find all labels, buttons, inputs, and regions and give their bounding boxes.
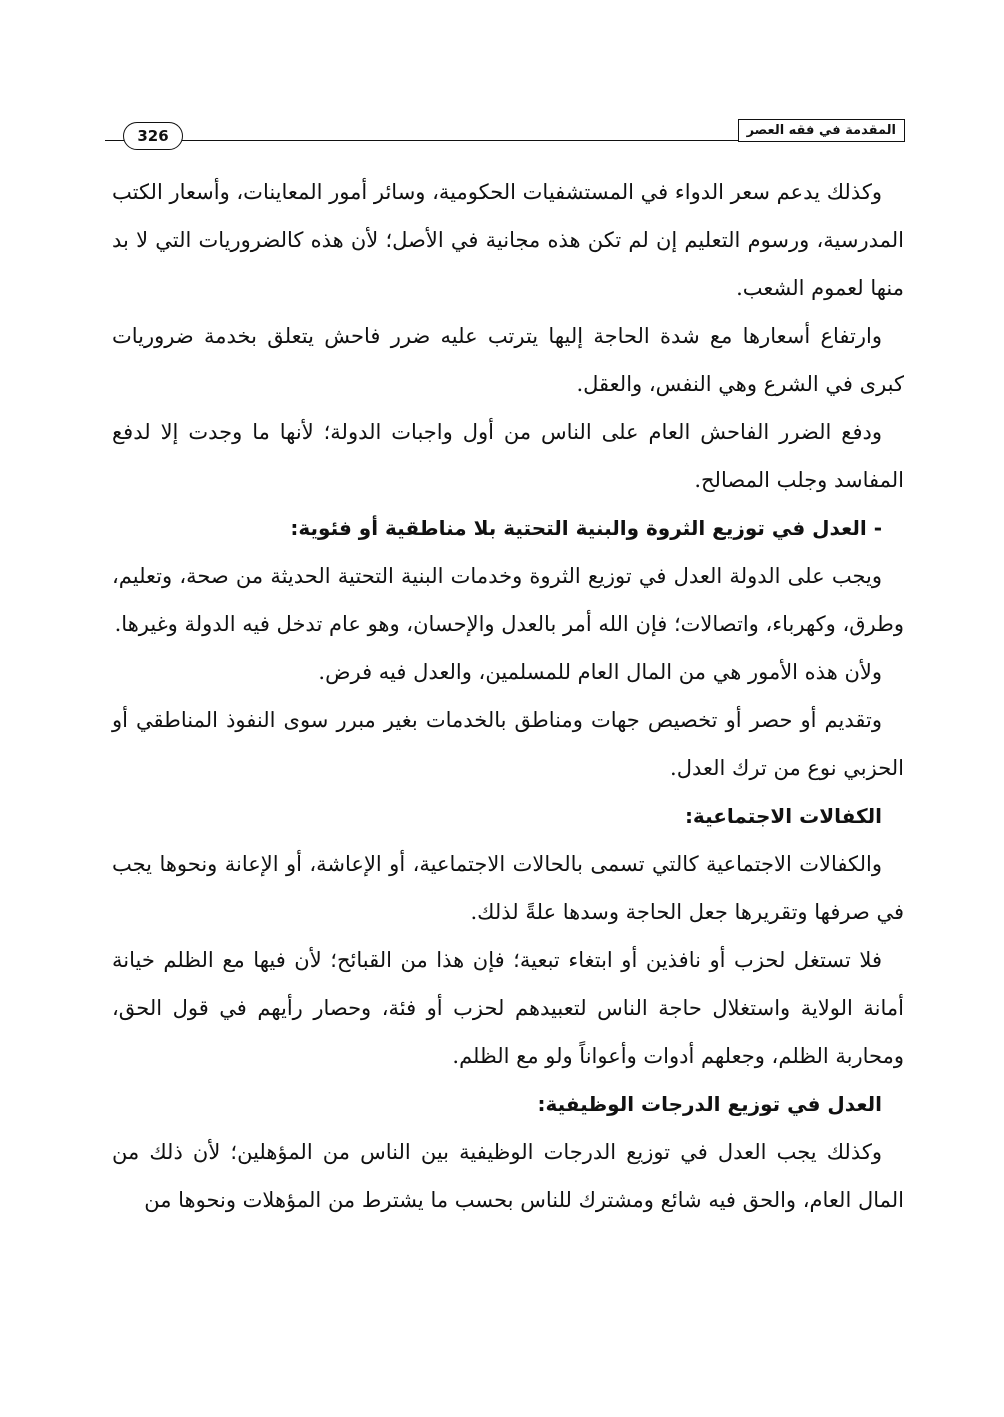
section-heading-wealth-distribution: - العدل في توزيع الثروة والبنية التحتية بلا مناطقية أو فئوية:	[290, 516, 882, 540]
paragraph-4: ويجب على الدولة العدل في توزيع الثروة وخدمات البنية التحتية الحديثة من صحة، وتعليم، وطرق، وكهرباء، واتصالات؛ فإن الله أمر بالعدل والإحسان، وهو عام تدخل فيه الدولة وغيرها.	[112, 564, 904, 636]
page-number: 326	[123, 122, 183, 150]
paragraph-6: وتقديم أو حصر أو تخصيص جهات ومناطق بالخدمات بغير مبرر سوى النفوذ المناطقي أو الحزبي نوع من ترك العدل.	[112, 708, 904, 780]
paragraph-1: وكذلك يدعم سعر الدواء في المستشفيات الحكومية، وسائر أمور المعاينات، وأسعار الكتب المدرسية، ورسوم التعليم إن لم تكن هذه مجانية في الأصل؛ لأن هذه كالضروريات التي لا بد منها لعموم الشعب.	[112, 180, 904, 300]
section-heading-job-grades: العدل في توزيع الدرجات الوظيفية:	[537, 1092, 882, 1116]
paragraph-5: ولأن هذه الأمور هي من المال العام للمسلمين، والعدل فيه فرض.	[318, 660, 882, 684]
paragraph-3: ودفع الضرر الفاحش العام على الناس من أول واجبات الدولة؛ لأنها ما وجدت إلا لدفع المفاسد وجلب المصالح.	[112, 420, 904, 492]
paragraph-2: وارتفاع أسعارها مع شدة الحاجة إليها يترتب عليه ضرر فاحش يتعلق بخدمة ضروريات كبرى في الشرع وهي النفس، والعقل.	[112, 324, 904, 396]
paragraph-8: فلا تستغل لحزب أو نافذين أو ابتغاء تبعية؛ فإن هذا من القبائح؛ لأن فيها مع الظلم خيانة أمانة الولاية واستغلال حاجة الناس لتعبيدهم لحزب أو فئة، وحصار رأيهم في قول الحق، ومحاربة الظلم، وجعلهم أدوات وأعواناً ولو مع الظلم.	[112, 948, 904, 1068]
book-title: المقدمة في فقه العصر	[738, 119, 905, 142]
page-header	[105, 110, 905, 150]
paragraph-7: والكفالات الاجتماعية كالتي تسمى بالحالات الاجتماعية، أو الإعاشة، أو الإعانة ونحوها يجب في صرفها وتقريرها جعل الحاجة وسدها علةً لذلك.	[112, 852, 904, 924]
paragraph-9: وكذلك يجب العدل في توزيع الدرجات الوظيفية بين الناس من المؤهلين؛ لأن ذلك من المال العام، والحق فيه شائع ومشترك للناس بحسب ما يشترط من المؤهلات ونحوها من	[112, 1140, 904, 1212]
section-heading-social-welfare: الكفالات الاجتماعية:	[684, 804, 882, 828]
page-body	[112, 168, 904, 1224]
